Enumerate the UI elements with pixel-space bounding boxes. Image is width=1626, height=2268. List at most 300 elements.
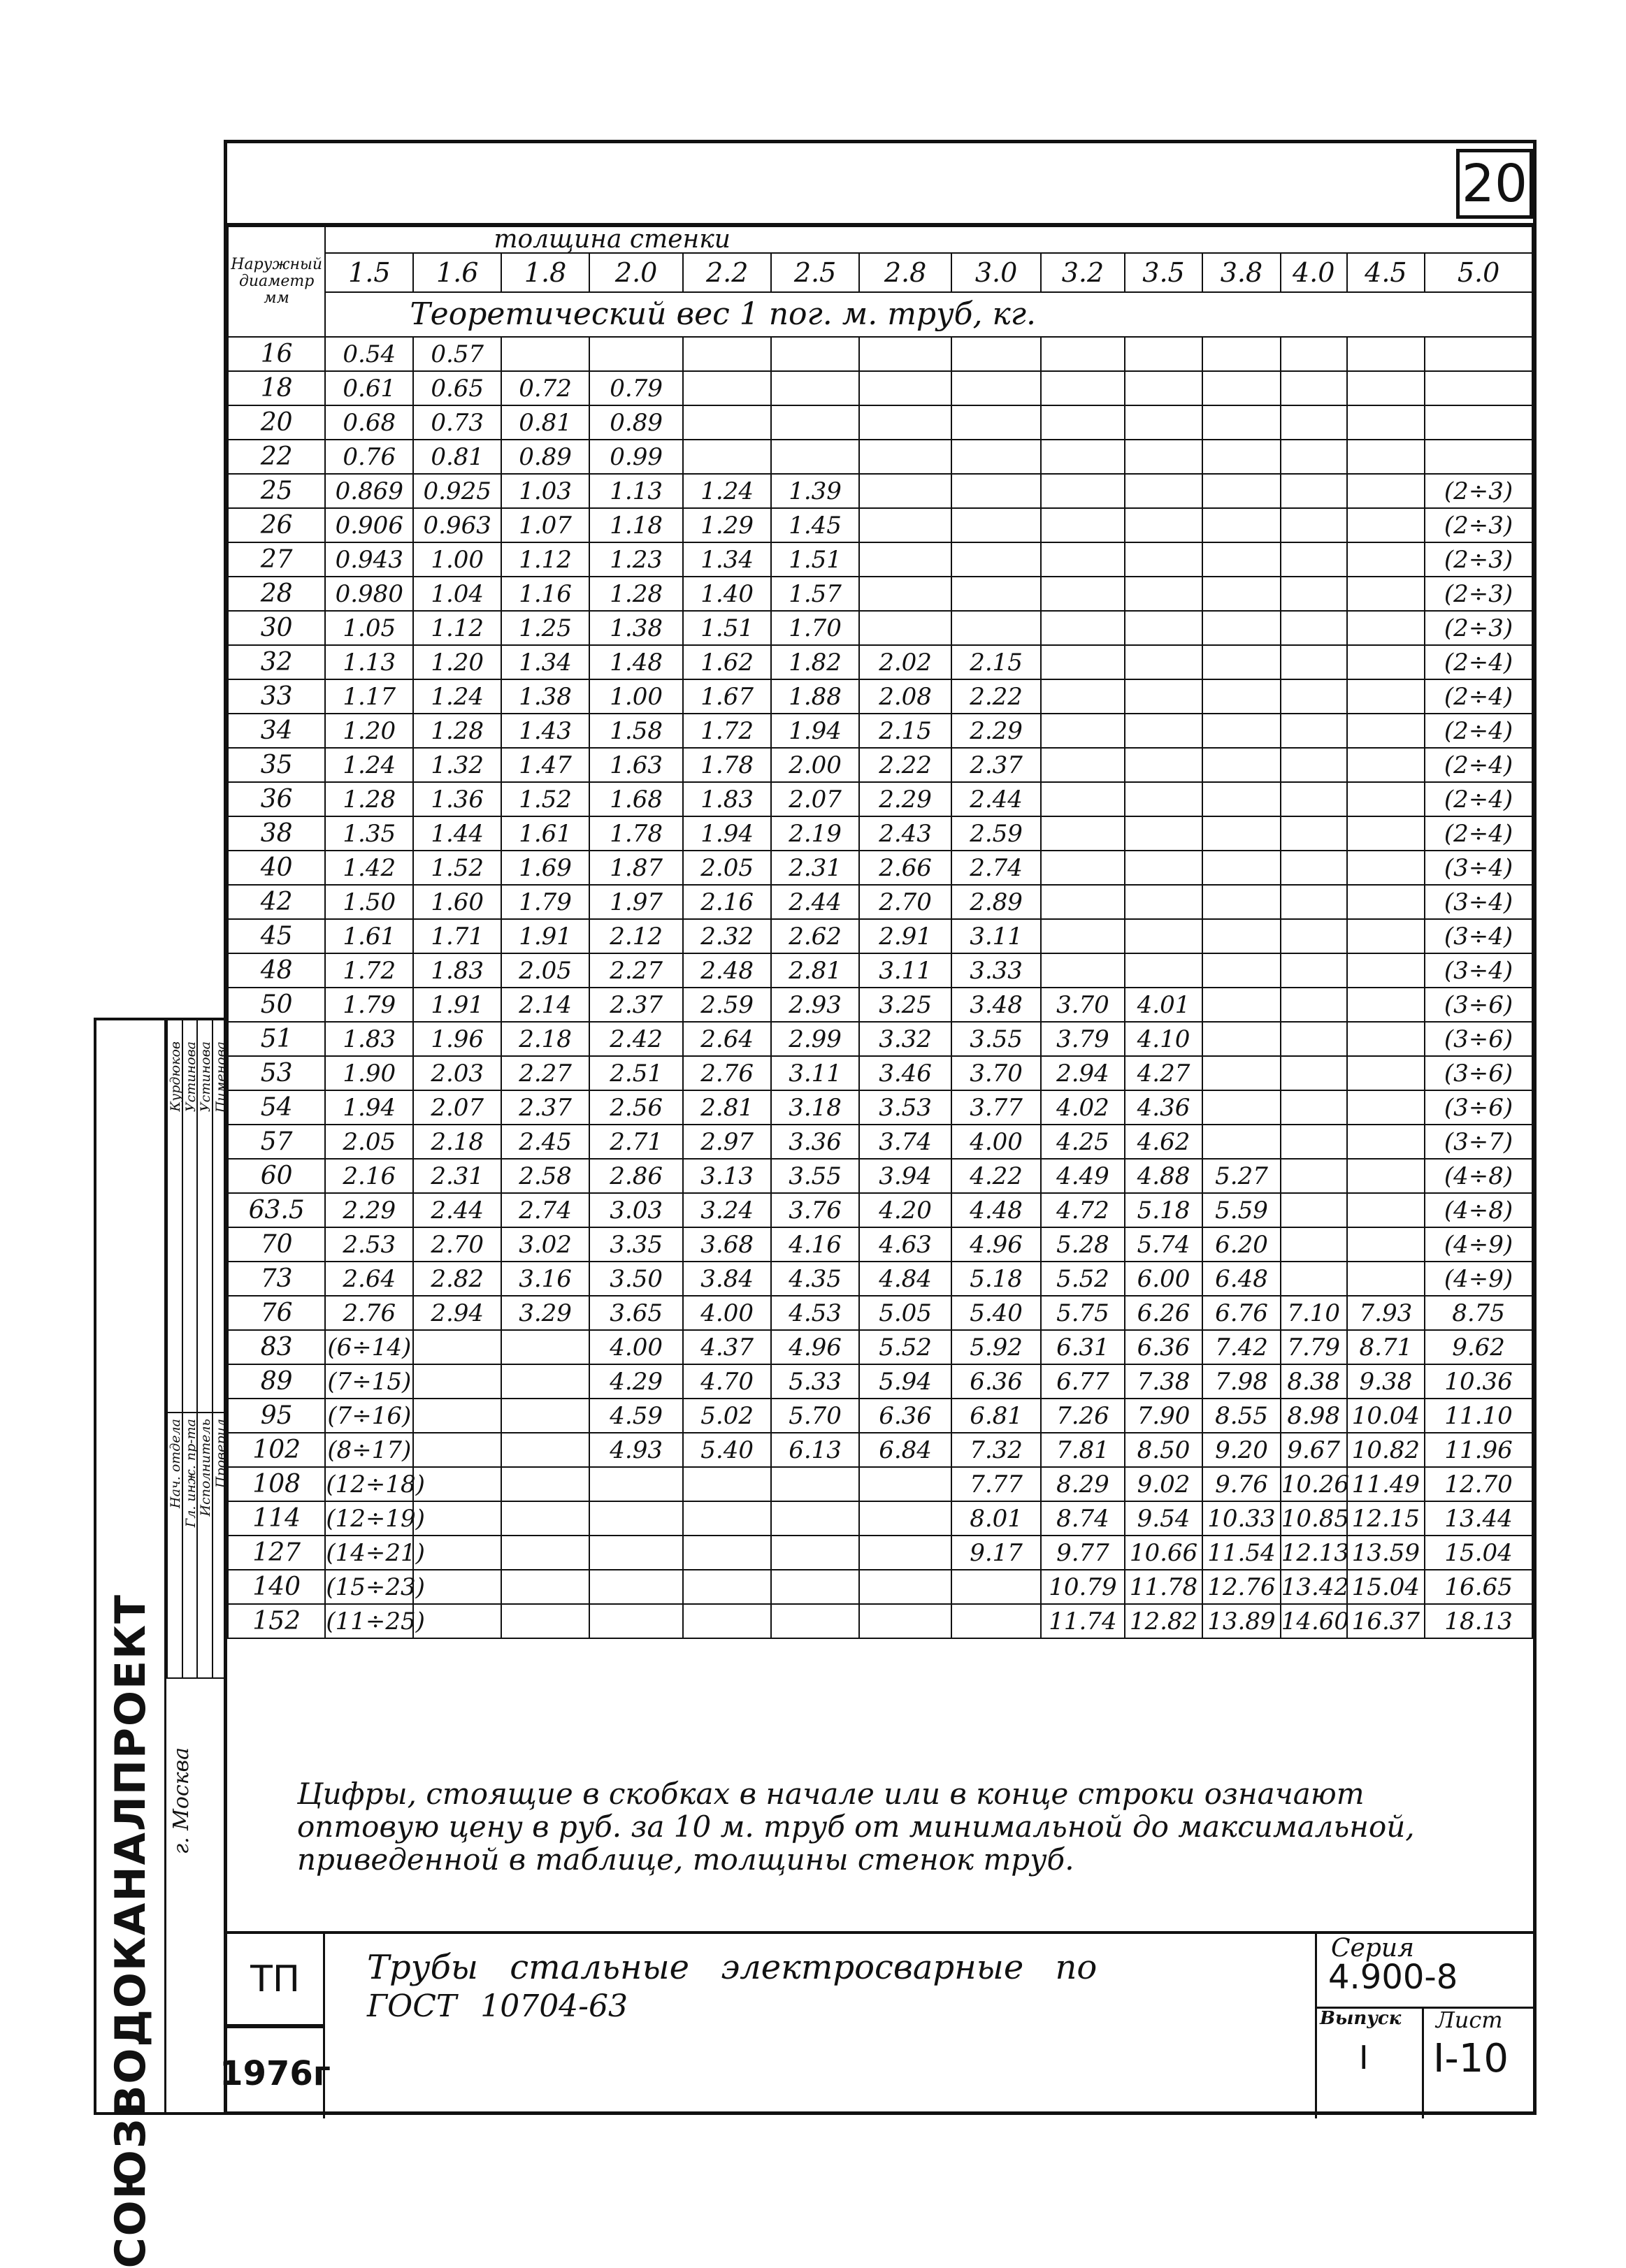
weight-cell: 3.55	[951, 1022, 1041, 1056]
weight-cell	[859, 337, 951, 371]
weight-cell	[1281, 405, 1347, 440]
weight-cell: 16.65	[1425, 1570, 1532, 1604]
diameter-cell: 32	[228, 645, 325, 679]
weight-cell: 1.97	[589, 885, 683, 919]
weight-cell: 2.51	[589, 1056, 683, 1090]
weight-cell	[951, 577, 1041, 611]
weight-cell: 3.18	[771, 1090, 859, 1125]
table-row	[228, 851, 1532, 885]
weight-cell: (4÷9)	[1425, 1262, 1532, 1296]
weight-cell	[501, 1501, 589, 1536]
weight-cell: 3.11	[951, 919, 1041, 953]
weight-cell: 4.00	[683, 1296, 771, 1330]
thickness-7: 3.0	[951, 253, 1041, 292]
weight-cell: 1.13	[325, 645, 413, 679]
weight-cell: 7.42	[1202, 1330, 1280, 1364]
title-line-1: Трубы стальные электросварные по	[367, 1948, 1098, 1987]
weight-cell: 2.74	[951, 851, 1041, 885]
tp-code: ТП	[227, 1934, 325, 2026]
year: 1976г	[227, 2026, 325, 2118]
weight-cell: 3.48	[951, 988, 1041, 1022]
weight-cell	[1347, 1022, 1425, 1056]
weight-cell: 2.29	[859, 782, 951, 816]
weight-cell	[1041, 919, 1125, 953]
weight-cell: 1.44	[413, 816, 501, 851]
weight-cell	[1281, 1125, 1347, 1159]
weight-cell	[1041, 371, 1125, 405]
thickness-9: 3.5	[1125, 253, 1202, 292]
weight-cell	[1202, 988, 1280, 1022]
weight-cell	[589, 1604, 683, 1638]
weight-cell: 3.24	[683, 1193, 771, 1227]
weight-cell: (2÷4)	[1425, 782, 1532, 816]
weight-cell	[1202, 440, 1280, 474]
weight-cell	[859, 1570, 951, 1604]
diameter-cell: 20	[228, 405, 325, 440]
weight-cell: (3÷4)	[1425, 919, 1532, 953]
weight-cell: 4.35	[771, 1262, 859, 1296]
approval-stamp	[94, 1018, 229, 2268]
weight-cell: 8.50	[1125, 1433, 1202, 1467]
weight-cell: 5.40	[683, 1433, 771, 1467]
table-row	[228, 885, 1532, 919]
weight-cell: 2.58	[501, 1159, 589, 1193]
weight-cell: (3÷6)	[1425, 1056, 1532, 1090]
weight-cell: 1.69	[501, 851, 589, 885]
weight-cell: 4.01	[1125, 988, 1202, 1022]
weight-cell	[1125, 337, 1202, 371]
weight-cell: 0.963	[413, 508, 501, 542]
weight-cell	[859, 1604, 951, 1638]
issue-value: I	[1359, 2039, 1369, 2076]
city: г. Москва	[169, 1747, 194, 1855]
weight-cell: 0.54	[325, 337, 413, 371]
weight-cell: 2.32	[683, 919, 771, 953]
weight-cell	[771, 440, 859, 474]
weight-cell: 6.48	[1202, 1262, 1280, 1296]
weight-cell: 4.27	[1125, 1056, 1202, 1090]
weight-cell: 1.04	[413, 577, 501, 611]
table-row	[228, 1090, 1532, 1125]
weight-cell	[1281, 1090, 1347, 1125]
weight-cell	[1347, 508, 1425, 542]
table-row	[228, 405, 1532, 440]
weight-cell: 3.76	[771, 1193, 859, 1227]
weight-cell: 1.57	[771, 577, 859, 611]
price-note: Цифры, стоящие в скобках в начале или в конце строки означают оптовую цену в руб. за 10 м. труб от минимальной до максимальной, приведенной в таблице, толщины стенок труб.	[227, 1763, 1533, 1934]
weight-cell: 7.26	[1041, 1399, 1125, 1433]
weight-cell: 1.67	[683, 679, 771, 714]
weight-cell	[1281, 1056, 1347, 1090]
weight-cell: (3÷7)	[1425, 1125, 1532, 1159]
weight-cell	[501, 1570, 589, 1604]
weight-cell: 5.05	[859, 1296, 951, 1330]
weight-cell	[1041, 508, 1125, 542]
weight-cell: 8.74	[1041, 1501, 1125, 1536]
weight-cell	[951, 542, 1041, 577]
weight-cell: 2.16	[683, 885, 771, 919]
diameter-cell: 16	[228, 337, 325, 371]
table-row	[228, 1296, 1532, 1330]
weight-cell	[1425, 440, 1532, 474]
weight-cell: 2.05	[501, 953, 589, 988]
weight-cell: 5.52	[859, 1330, 951, 1364]
weight-cell: 1.28	[325, 782, 413, 816]
weight-cell: 7.93	[1347, 1296, 1425, 1330]
diameter-cell: 35	[228, 748, 325, 782]
weight-cell: 2.37	[951, 748, 1041, 782]
weight-cell	[1425, 371, 1532, 405]
weight-cell	[771, 1501, 859, 1536]
weight-cell: 1.94	[771, 714, 859, 748]
weight-cell: 5.52	[1041, 1262, 1125, 1296]
table-row	[228, 1604, 1532, 1638]
weight-cell	[501, 1399, 589, 1433]
weight-cell: 2.27	[501, 1056, 589, 1090]
weight-cell	[1347, 1056, 1425, 1090]
table-row	[228, 645, 1532, 679]
weight-cell: 1.96	[413, 1022, 501, 1056]
weight-cell	[859, 1501, 951, 1536]
weight-cell: 15.04	[1347, 1570, 1425, 1604]
table-row	[228, 953, 1532, 988]
weight-cell: 1.72	[325, 953, 413, 988]
weight-cell: 1.16	[501, 577, 589, 611]
stamp-name: Пименова	[213, 1041, 229, 1113]
table-row	[228, 1570, 1532, 1604]
weight-cell: (12÷19)	[325, 1501, 413, 1536]
weight-cell: 13.42	[1281, 1570, 1347, 1604]
table-row	[228, 577, 1532, 611]
diameter-cell: 33	[228, 679, 325, 714]
weight-cell: 4.10	[1125, 1022, 1202, 1056]
weight-cell: 1.24	[325, 748, 413, 782]
weight-cell	[1281, 714, 1347, 748]
table-row	[228, 1467, 1532, 1501]
weight-cell	[1347, 1193, 1425, 1227]
weight-cell	[1125, 851, 1202, 885]
weight-cell	[1041, 337, 1125, 371]
weight-cell: 3.46	[859, 1056, 951, 1090]
weight-cell	[1281, 611, 1347, 645]
weight-cell: 1.28	[413, 714, 501, 748]
weight-cell: 8.01	[951, 1501, 1041, 1536]
weight-cell	[1347, 714, 1425, 748]
weight-cell: 2.18	[413, 1125, 501, 1159]
weight-cell: 4.96	[771, 1330, 859, 1364]
weight-cell: (2÷3)	[1425, 611, 1532, 645]
weight-cell	[1202, 1056, 1280, 1090]
weight-cell: (12÷18)	[325, 1467, 413, 1501]
weight-cell: 0.76	[325, 440, 413, 474]
weight-cell: 2.29	[325, 1193, 413, 1227]
weight-cell: 1.58	[589, 714, 683, 748]
weight-cell	[951, 371, 1041, 405]
weight-cell: 2.07	[771, 782, 859, 816]
weight-cell: 2.70	[859, 885, 951, 919]
weight-cell: 7.79	[1281, 1330, 1347, 1364]
diameter-cell: 95	[228, 1399, 325, 1433]
weight-cell	[1347, 405, 1425, 440]
weight-cell: 9.02	[1125, 1467, 1202, 1501]
table-row	[228, 816, 1532, 851]
weight-cell: 7.77	[951, 1467, 1041, 1501]
weight-cell: 10.66	[1125, 1536, 1202, 1570]
weight-cell	[1202, 953, 1280, 988]
weight-cell	[1041, 885, 1125, 919]
weight-cell: (15÷23)	[325, 1570, 413, 1604]
weight-cell	[501, 1433, 589, 1467]
weight-cell: (3÷4)	[1425, 885, 1532, 919]
weight-cell	[413, 1330, 501, 1364]
weight-cell: (4÷8)	[1425, 1159, 1532, 1193]
weight-cell: 4.36	[1125, 1090, 1202, 1125]
weight-cell	[1281, 988, 1347, 1022]
weight-cell	[859, 440, 951, 474]
weight-cell: 2.05	[683, 851, 771, 885]
weight-cell: 12.82	[1125, 1604, 1202, 1638]
weight-cell: 1.82	[771, 645, 859, 679]
weight-cell: 3.70	[951, 1056, 1041, 1090]
weight-cell: 1.83	[683, 782, 771, 816]
weight-cell	[1125, 371, 1202, 405]
weight-cell: 1.43	[501, 714, 589, 748]
pipe-weight-table	[227, 226, 1533, 1639]
weight-cell	[1041, 474, 1125, 508]
weight-cell	[1125, 953, 1202, 988]
weight-cell: 1.83	[325, 1022, 413, 1056]
weight-cell	[1202, 405, 1280, 440]
weight-cell	[859, 1467, 951, 1501]
weight-cell: 13.44	[1425, 1501, 1532, 1536]
weight-cell	[1125, 611, 1202, 645]
weight-cell	[1041, 405, 1125, 440]
weight-cell	[1202, 1022, 1280, 1056]
weight-cell	[1347, 885, 1425, 919]
weight-cell	[1202, 371, 1280, 405]
stamp-name: Устинова	[198, 1041, 213, 1112]
diameter-cell: 51	[228, 1022, 325, 1056]
weight-cell: 2.27	[589, 953, 683, 988]
weight-cell: 9.17	[951, 1536, 1041, 1570]
table-row	[228, 919, 1532, 953]
weight-cell: (11÷25)	[325, 1604, 413, 1638]
weight-cell	[1347, 577, 1425, 611]
weight-cell: 3.11	[771, 1056, 859, 1090]
weight-cell: 1.60	[413, 885, 501, 919]
weight-cell: 4.25	[1041, 1125, 1125, 1159]
weight-cell	[1041, 816, 1125, 851]
weight-cell: 0.65	[413, 371, 501, 405]
weight-caption: Теоретический вес 1 пог. м. труб, кг.	[325, 292, 1532, 337]
weight-cell: 11.96	[1425, 1433, 1532, 1467]
weight-cell: 16.37	[1347, 1604, 1425, 1638]
weight-cell	[1125, 440, 1202, 474]
weight-cell: 5.92	[951, 1330, 1041, 1364]
weight-cell: (8÷17)	[325, 1433, 413, 1467]
weight-cell	[1347, 371, 1425, 405]
weight-cell: 2.70	[413, 1227, 501, 1262]
table-row	[228, 714, 1532, 748]
weight-cell: 1.36	[413, 782, 501, 816]
weight-cell: 9.62	[1425, 1330, 1532, 1364]
weight-cell: (2÷4)	[1425, 748, 1532, 782]
table-row	[228, 1330, 1532, 1364]
weight-cell: 3.70	[1041, 988, 1125, 1022]
weight-cell	[771, 1604, 859, 1638]
weight-cell: 1.00	[413, 542, 501, 577]
weight-cell: 18.13	[1425, 1604, 1532, 1638]
weight-cell: 2.76	[325, 1296, 413, 1330]
weight-cell	[1347, 440, 1425, 474]
weight-cell: 4.88	[1125, 1159, 1202, 1193]
weight-cell	[683, 337, 771, 371]
weight-cell: (3÷6)	[1425, 988, 1532, 1022]
weight-cell: 5.28	[1041, 1227, 1125, 1262]
weight-cell: 2.05	[325, 1125, 413, 1159]
weight-cell: 2.56	[589, 1090, 683, 1125]
table-row	[228, 508, 1532, 542]
weight-cell	[859, 371, 951, 405]
weight-cell	[859, 611, 951, 645]
diameter-cell: 25	[228, 474, 325, 508]
weight-cell: 1.90	[325, 1056, 413, 1090]
weight-cell: 2.81	[683, 1090, 771, 1125]
weight-cell: 2.22	[951, 679, 1041, 714]
weight-cell	[1347, 1125, 1425, 1159]
weight-cell	[1202, 508, 1280, 542]
weight-cell	[683, 440, 771, 474]
weight-cell: 0.89	[501, 440, 589, 474]
weight-cell: 0.906	[325, 508, 413, 542]
weight-cell: 3.53	[859, 1090, 951, 1125]
weight-cell: 3.94	[859, 1159, 951, 1193]
diameter-cell: 152	[228, 1604, 325, 1638]
weight-cell: 4.29	[589, 1364, 683, 1399]
weight-cell: 2.44	[951, 782, 1041, 816]
sheet-label: Лист	[1436, 2007, 1503, 2033]
weight-cell: 7.10	[1281, 1296, 1347, 1330]
weight-cell	[1202, 714, 1280, 748]
weight-cell	[1202, 645, 1280, 679]
stamp-column-1	[182, 1020, 197, 1677]
sheet-value: I-10	[1433, 2036, 1509, 2081]
weight-cell: 1.25	[501, 611, 589, 645]
weight-cell: 1.00	[589, 679, 683, 714]
weight-cell: 6.36	[859, 1399, 951, 1433]
weight-cell: 2.14	[501, 988, 589, 1022]
weight-cell	[1281, 508, 1347, 542]
weight-cell	[1202, 679, 1280, 714]
weight-cell: 2.91	[859, 919, 951, 953]
weight-cell: (7÷16)	[325, 1399, 413, 1433]
weight-cell: 0.81	[413, 440, 501, 474]
weight-cell: (2÷4)	[1425, 714, 1532, 748]
weight-cell: 1.39	[771, 474, 859, 508]
weight-cell: 7.38	[1125, 1364, 1202, 1399]
weight-cell: 2.97	[683, 1125, 771, 1159]
weight-cell: 1.88	[771, 679, 859, 714]
weight-cell	[1347, 851, 1425, 885]
weight-cell: 1.79	[325, 988, 413, 1022]
weight-cell: 0.68	[325, 405, 413, 440]
weight-cell: 1.13	[589, 474, 683, 508]
diameter-cell: 26	[228, 508, 325, 542]
weight-cell: 2.31	[771, 851, 859, 885]
weight-cell: 1.72	[683, 714, 771, 748]
weight-cell	[413, 1467, 501, 1501]
weight-cell	[1202, 748, 1280, 782]
weight-cell	[501, 1467, 589, 1501]
weight-cell	[1041, 953, 1125, 988]
table-row	[228, 1227, 1532, 1262]
weight-cell: 0.73	[413, 405, 501, 440]
weight-cell: 4.72	[1041, 1193, 1125, 1227]
weight-cell: 1.03	[501, 474, 589, 508]
org-name: СОЮЗВОДОКАНАЛПРОЕКТ	[106, 1594, 155, 2268]
weight-cell: 2.94	[413, 1296, 501, 1330]
diameter-cell: 89	[228, 1364, 325, 1399]
diameter-cell: 83	[228, 1330, 325, 1364]
weight-cell	[771, 1467, 859, 1501]
weight-cell: 1.38	[501, 679, 589, 714]
weight-cell	[951, 337, 1041, 371]
weight-cell	[589, 1467, 683, 1501]
weight-cell: 8.38	[1281, 1364, 1347, 1399]
weight-cell	[1347, 474, 1425, 508]
weight-cell: 3.33	[951, 953, 1041, 988]
weight-cell	[1281, 782, 1347, 816]
weight-cell: 7.98	[1202, 1364, 1280, 1399]
weight-cell	[1281, 679, 1347, 714]
weight-cell: 3.29	[501, 1296, 589, 1330]
weight-cell	[1425, 405, 1532, 440]
weight-cell: 2.37	[589, 988, 683, 1022]
weight-cell	[501, 337, 589, 371]
weight-cell	[1041, 440, 1125, 474]
weight-cell	[1281, 1193, 1347, 1227]
weight-cell	[1281, 748, 1347, 782]
weight-cell	[1281, 1022, 1347, 1056]
weight-cell: 5.94	[859, 1364, 951, 1399]
weight-cell	[1202, 1125, 1280, 1159]
weight-cell	[1347, 1090, 1425, 1125]
weight-cell: 5.74	[1125, 1227, 1202, 1262]
weight-cell: 14.60	[1281, 1604, 1347, 1638]
weight-cell: 3.02	[501, 1227, 589, 1262]
diameter-cell: 30	[228, 611, 325, 645]
weight-cell: 4.00	[589, 1330, 683, 1364]
weight-cell: 1.79	[501, 885, 589, 919]
weight-cell	[1281, 440, 1347, 474]
weight-cell: 1.12	[501, 542, 589, 577]
weight-cell: 1.38	[589, 611, 683, 645]
weight-cell	[683, 1501, 771, 1536]
weight-cell	[1041, 611, 1125, 645]
weight-cell	[413, 1604, 501, 1638]
weight-cell	[1202, 919, 1280, 953]
weight-cell	[1041, 645, 1125, 679]
thickness-6: 2.8	[859, 253, 951, 292]
weight-cell: 1.29	[683, 508, 771, 542]
weight-cell: 2.29	[951, 714, 1041, 748]
table-row	[228, 1193, 1532, 1227]
weight-cell: 1.24	[413, 679, 501, 714]
diameter-cell: 45	[228, 919, 325, 953]
weight-cell: 9.67	[1281, 1433, 1347, 1467]
series-label: Серия	[1331, 1934, 1414, 1963]
weight-cell: 1.17	[325, 679, 413, 714]
